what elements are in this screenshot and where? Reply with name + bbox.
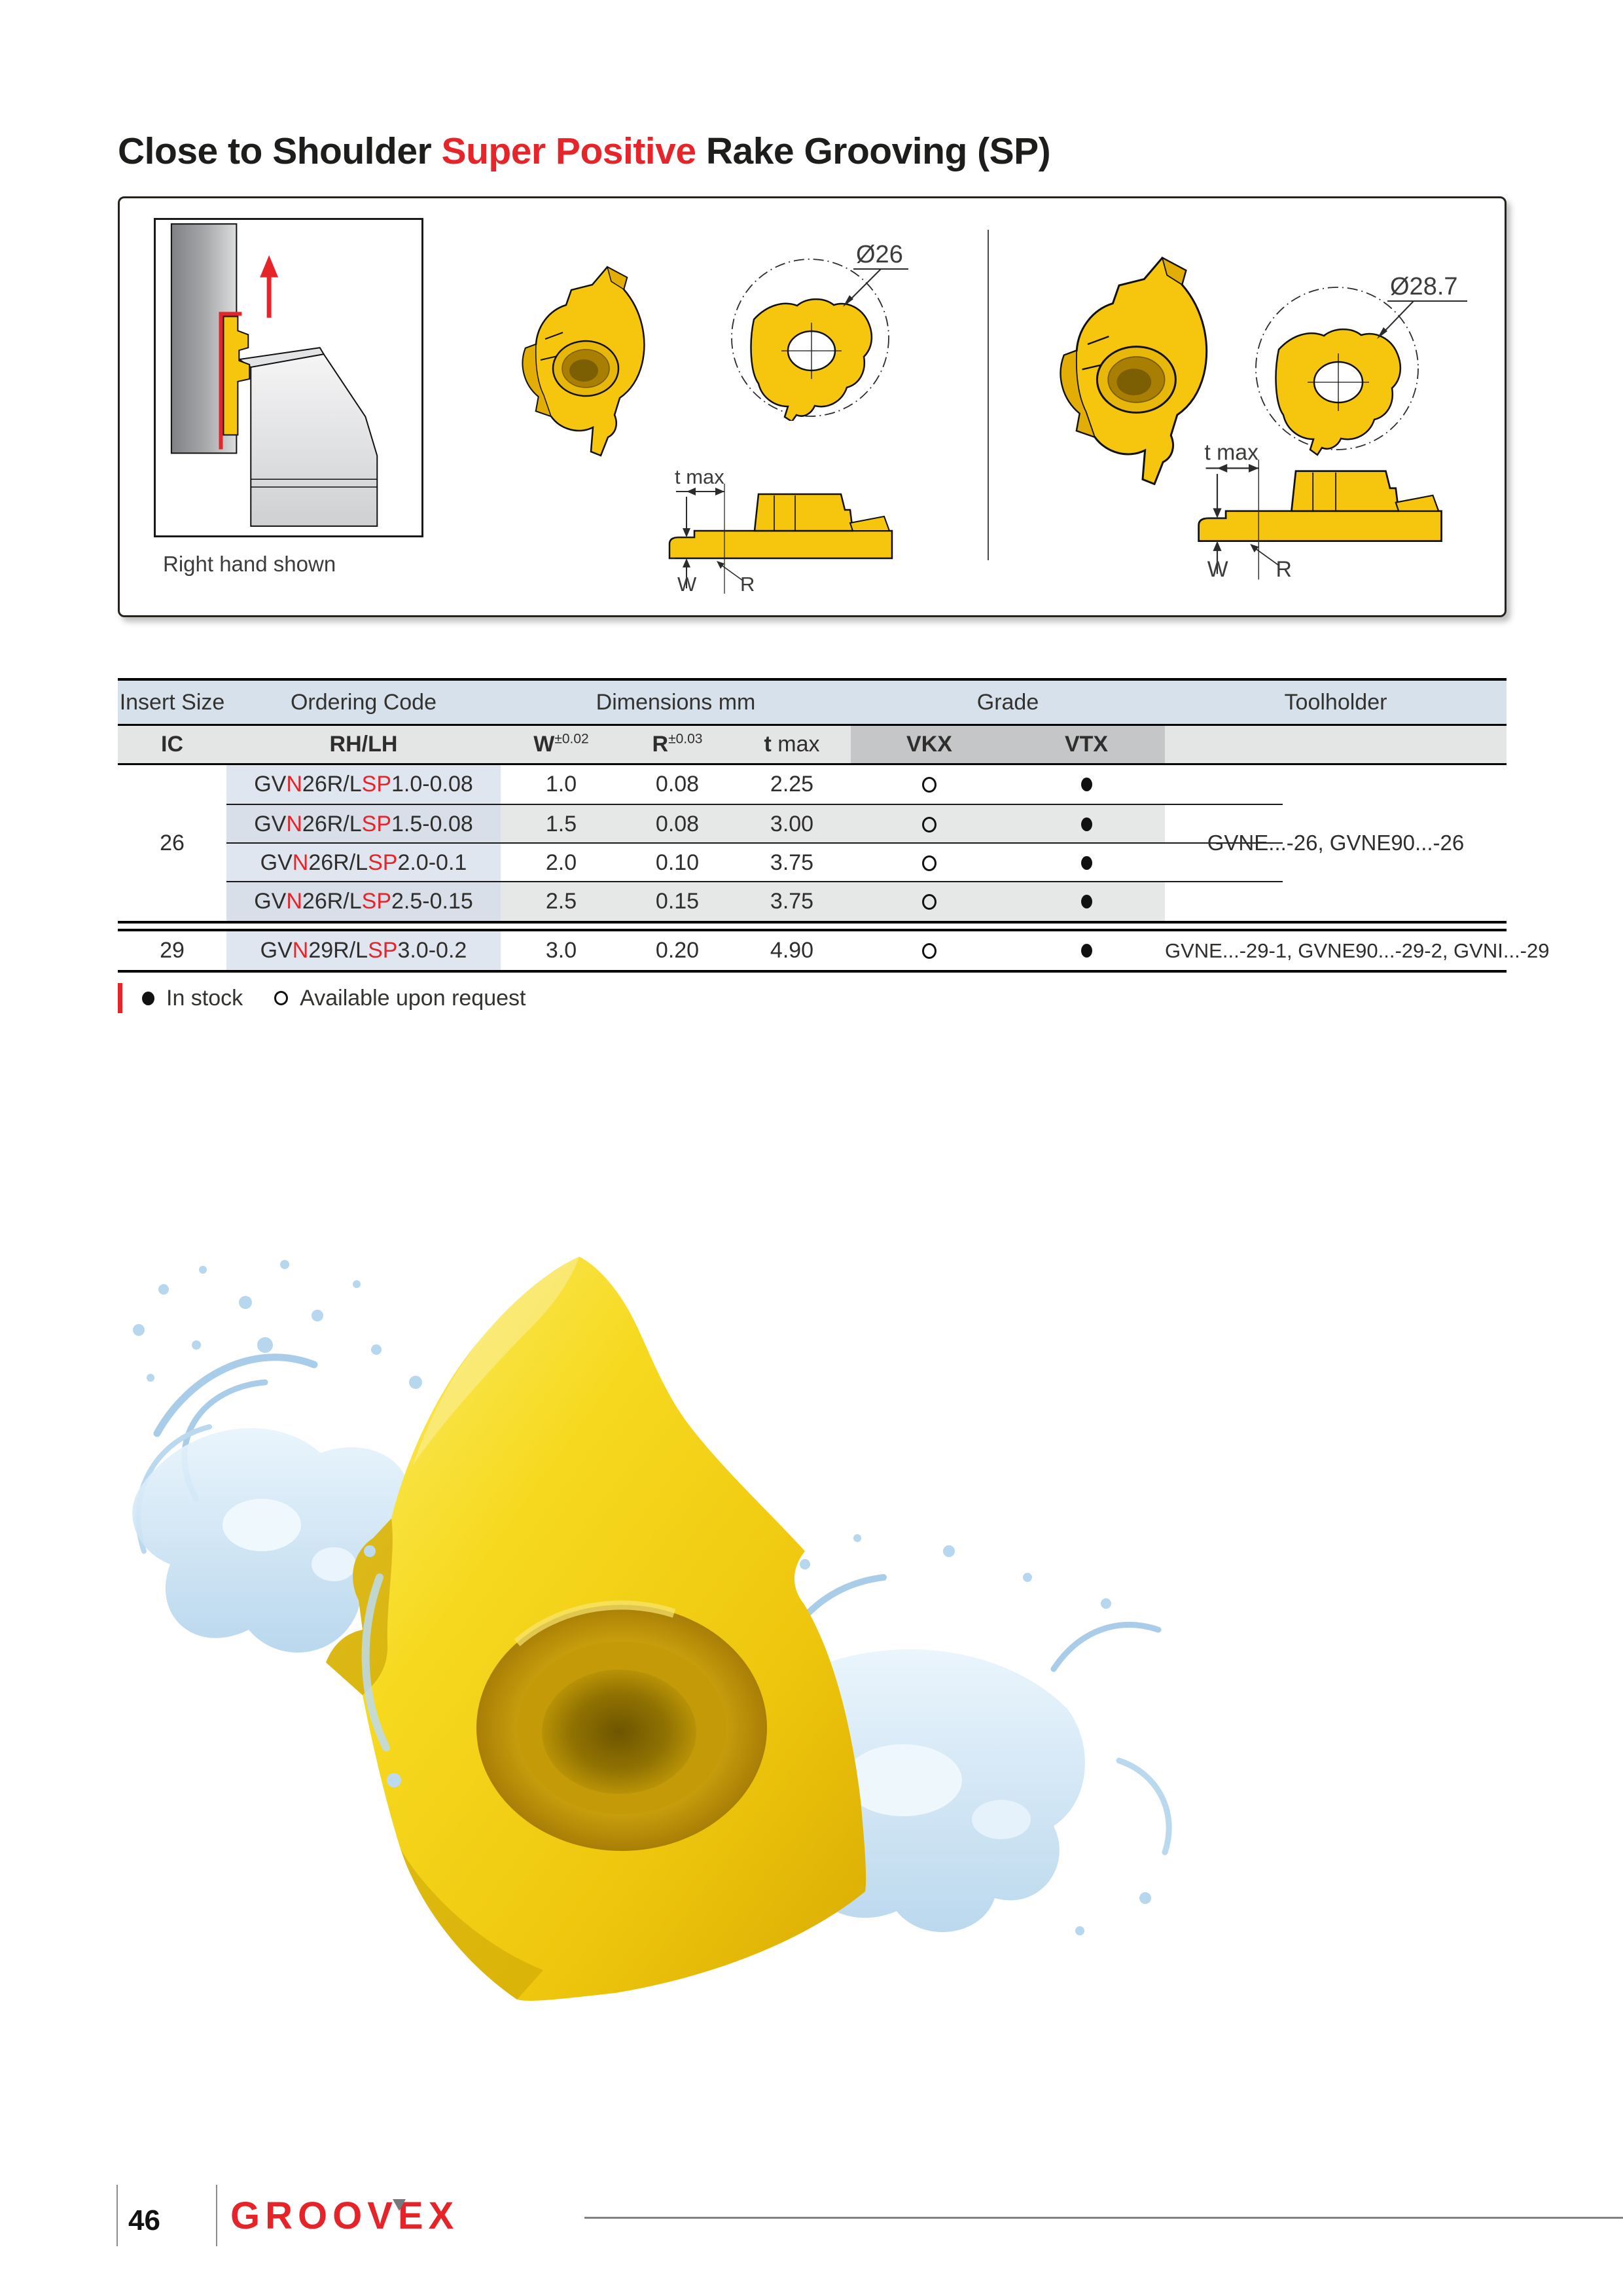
product-table xyxy=(118,678,1550,971)
code-seg: 1.0-0.08 xyxy=(391,772,473,797)
code-seg-red: N xyxy=(292,850,309,875)
code-seg-red: N xyxy=(292,938,309,963)
w-label: W xyxy=(1207,557,1228,583)
subheader-r xyxy=(622,732,733,757)
subheader-vkx: VKX xyxy=(851,726,1008,763)
tmax-label: t max xyxy=(1204,440,1259,465)
legend-accent-bar xyxy=(118,983,122,1013)
code-seg: 26R/L xyxy=(308,850,368,875)
r-label: R xyxy=(740,573,755,596)
code-seg: GV xyxy=(254,889,287,914)
profile-wedge xyxy=(850,516,889,531)
r-value: 0.10 xyxy=(655,850,700,875)
vkx-availability-icon xyxy=(851,943,1008,959)
page-title xyxy=(118,130,1050,173)
available-icon xyxy=(274,991,288,1005)
tmax-value: 3.00 xyxy=(733,805,851,844)
grooving-insert-photo xyxy=(326,1257,866,2001)
tool-body xyxy=(251,354,377,526)
ordering-code xyxy=(226,931,501,970)
t-suffix: max xyxy=(771,732,820,757)
code-seg: 29R/L xyxy=(308,938,368,963)
footer-rule-line xyxy=(584,2217,1623,2219)
stock-legend xyxy=(118,982,526,1014)
mounting-hole-center xyxy=(1116,368,1151,395)
vtx-availability-icon xyxy=(1008,778,1165,791)
title-highlight: Super Positive xyxy=(441,130,696,172)
w-value: 3.0 xyxy=(545,938,577,963)
title-part2: Rake Grooving (SP) xyxy=(696,130,1051,172)
code-seg: GV xyxy=(260,850,293,875)
code-seg-red: SP xyxy=(361,812,391,836)
group-separator-line xyxy=(118,921,1507,924)
r-symbol: R xyxy=(652,732,669,757)
tmax-value: 3.75 xyxy=(733,882,851,921)
t-symbol: t xyxy=(764,732,772,757)
w-label: W xyxy=(677,573,697,596)
dim-arrow-icon xyxy=(1217,464,1227,473)
subheader-vtx: VTX xyxy=(1008,726,1165,763)
profile-base xyxy=(669,531,892,558)
subheader-rhlh: RH/LH xyxy=(329,732,398,757)
mounting-hole-center xyxy=(569,359,598,382)
title-part1: Close to Shoulder xyxy=(118,130,442,172)
insert-size-value: 29 xyxy=(160,938,185,963)
table-row xyxy=(118,931,1550,970)
table-border-bottom xyxy=(118,970,1507,973)
r-value: 0.20 xyxy=(655,938,700,963)
code-seg: 26R/L xyxy=(302,812,362,836)
code-seg: 1.5-0.08 xyxy=(391,812,473,836)
insert-3d-view-26 xyxy=(483,260,679,470)
r-label: R xyxy=(1275,557,1292,583)
toolholder-value: GVNE...-29-1, GVNE90...-29-2, GVNI...-29 xyxy=(1165,939,1550,962)
subheader-t xyxy=(733,732,851,757)
code-seg-red: SP xyxy=(361,889,391,914)
tmax-value: 2.25 xyxy=(770,772,814,797)
w-tolerance: ±0.02 xyxy=(554,731,589,747)
ordering-code xyxy=(226,882,501,921)
code-seg: 3.0-0.2 xyxy=(397,938,467,963)
footer-divider-line xyxy=(116,2185,118,2246)
vtx-availability-icon xyxy=(1008,805,1165,844)
profile-base xyxy=(1199,511,1442,541)
hole-bore xyxy=(542,1670,696,1794)
tmax-value: 4.90 xyxy=(770,938,814,963)
dim-arrow-icon xyxy=(1213,541,1221,551)
profile-wedge xyxy=(1396,495,1438,511)
available-label: Available upon request xyxy=(300,985,526,1011)
col-header-dimensions: Dimensions mm xyxy=(596,689,756,715)
tmax-value: 3.75 xyxy=(770,850,814,875)
logo-triangle-icon xyxy=(393,2199,406,2211)
code-seg: 2.0-0.1 xyxy=(397,850,467,875)
r-value: 0.15 xyxy=(622,882,733,921)
r-tolerance: ±0.03 xyxy=(668,731,703,747)
table-subheader-row xyxy=(118,726,1507,763)
ordering-code xyxy=(226,765,501,804)
code-seg-red: SP xyxy=(368,938,398,963)
brand-logo: GROOVEX xyxy=(230,2195,459,2237)
panel-divider xyxy=(988,230,989,560)
dim-arrow-icon xyxy=(1249,464,1258,473)
footer-divider-line xyxy=(216,2185,217,2246)
product-photo xyxy=(98,1211,1243,2032)
r-leader-line xyxy=(719,564,743,581)
diameter-label-29: Ø28.7 xyxy=(1390,273,1458,300)
w-value: 2.0 xyxy=(545,850,577,875)
application-view-box xyxy=(154,218,423,537)
vtx-availability-icon xyxy=(1008,882,1165,921)
technical-diagram-panel xyxy=(118,196,1507,617)
dim-arrow-icon xyxy=(683,528,690,537)
ordering-code xyxy=(226,844,501,882)
profile-clamp-ridge xyxy=(1291,471,1399,511)
profile-clamp-ridge xyxy=(755,494,853,531)
dim-arrow-icon xyxy=(683,558,690,567)
leader-arrow-icon xyxy=(717,561,724,569)
vkx-availability-icon xyxy=(851,882,1008,921)
page-number: 46 xyxy=(128,2204,160,2236)
toolholder-merged-cell: GVNE...-26, GVNE90...-26 xyxy=(1207,831,1465,855)
w-value: 1.5 xyxy=(501,805,622,844)
insert-size-merged-cell: 26 xyxy=(160,830,185,855)
subheader-ic: IC xyxy=(161,732,183,757)
tmax-label: t max xyxy=(675,465,724,488)
code-seg: 26R/L xyxy=(302,772,362,797)
feed-arrow-icon xyxy=(260,255,278,278)
in-stock-icon xyxy=(142,992,154,1005)
code-seg: GV xyxy=(254,812,287,836)
code-seg-red: N xyxy=(286,772,302,797)
insert-profile-view-26 xyxy=(656,460,918,607)
insert-front-view-26 xyxy=(719,231,935,424)
code-seg-red: N xyxy=(286,889,302,914)
code-seg: GV xyxy=(254,772,287,797)
dim-arrow-icon xyxy=(715,488,724,495)
r-value: 0.08 xyxy=(622,805,733,844)
col-header-toolholder: Toolholder xyxy=(1284,689,1387,715)
leader-arrow-icon xyxy=(1250,544,1258,552)
code-seg-red: SP xyxy=(368,850,398,875)
application-drawing xyxy=(156,220,418,531)
code-seg-red: SP xyxy=(361,772,391,797)
code-seg-red: N xyxy=(286,812,302,836)
subheader-w xyxy=(501,732,622,757)
code-seg: 2.5-0.15 xyxy=(391,889,473,914)
in-stock-label: In stock xyxy=(166,985,243,1011)
diameter-label-26: Ø26 xyxy=(856,241,903,268)
dim-arrow-icon xyxy=(687,488,696,495)
insert-in-groove xyxy=(223,316,249,435)
code-seg: 26R/L xyxy=(302,889,362,914)
table-header-row xyxy=(118,681,1507,724)
code-seg: GV xyxy=(260,938,293,963)
insert-profile-view-29 xyxy=(1173,434,1481,594)
dim-arrow-icon xyxy=(1213,508,1221,518)
col-header-insert-size: Insert Size xyxy=(119,689,225,715)
r-leader-line xyxy=(1253,547,1279,565)
right-hand-shown-label: Right hand shown xyxy=(163,552,336,576)
vkx-availability-icon xyxy=(851,777,1008,793)
vtx-availability-icon xyxy=(1008,944,1165,958)
w-symbol: W xyxy=(533,732,555,757)
w-value: 2.5 xyxy=(501,882,622,921)
col-header-ordering-code: Ordering Code xyxy=(290,689,437,715)
r-value: 0.08 xyxy=(655,772,700,797)
vkx-availability-icon xyxy=(851,805,1008,844)
w-value: 1.0 xyxy=(545,772,577,797)
ordering-code xyxy=(226,805,501,844)
col-header-grade: Grade xyxy=(976,689,1039,715)
vkx-availability-icon xyxy=(851,855,1008,871)
vtx-availability-icon xyxy=(1008,856,1165,870)
